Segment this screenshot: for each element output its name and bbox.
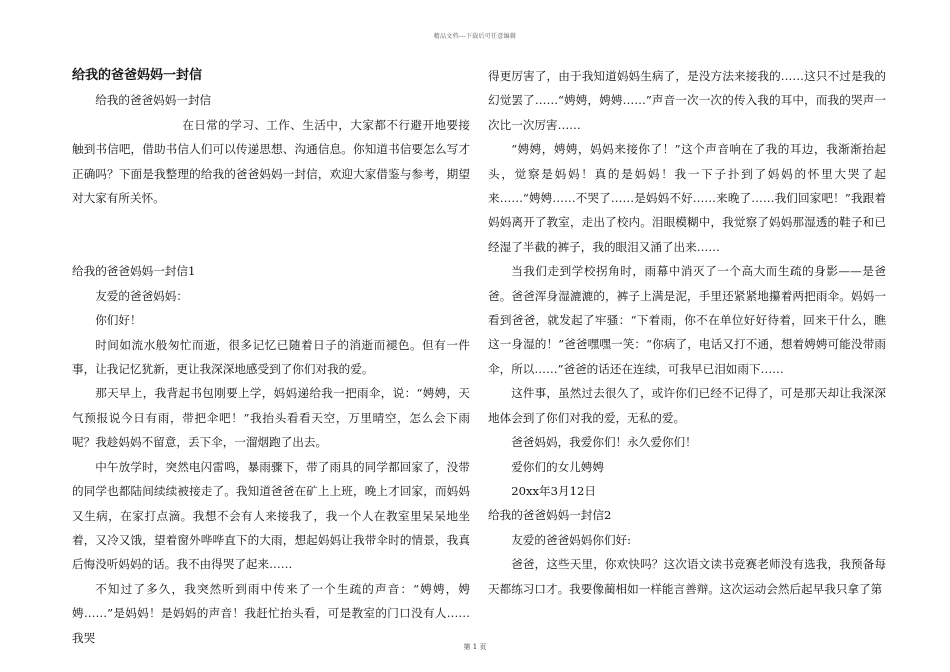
subtitle: 给我的爸爸妈妈一封信: [95, 93, 212, 108]
title: 给我的爸爸妈妈一封信: [72, 68, 203, 83]
r-p3: 当我们走到学校拐角时，雨幕中消灭了一个高大而生疏的身影——是爸爸。爸爸浑身湿漉漉的，裤子上满是泥，手里还紧紧地攥着两把雨伞。妈妈一看到爸爸，就发起了牢骚：“下着雨，你不在单位好好待着，回来干什么，瞧这一身湿的！”爸爸嘿嘿一笑：“你病了，电话又打不通，想着娉娉可能没带雨伞，所以……”爸爸的话还在连续，可我早已泪如雨下……: [488, 264, 886, 376]
letter1-heading: 给我的爸爸妈妈一封信1: [72, 264, 196, 279]
page-header: 精品文档---下载后可任意编辑: [433, 33, 517, 40]
letter1-greeting: 你们好！: [95, 313, 142, 328]
letter2-p1: 爸爸，这些天里，你欢快吗？这次语文读书竞赛老师没有选我，我预备每天都练习口才。我要像蔺相如一样能言善辩。这次运动会然后起早我只拿了第: [488, 557, 886, 596]
r-sign: 爱你们的女儿娉娉: [511, 459, 604, 474]
letter2-salutation: 友爱的爸爸妈妈你们好:: [511, 532, 632, 547]
intro: 在日常的学习、工作、生活中，大家都不行避开地要接触到书信吧，借助书信人们可以传递思想、沟通信息。你知道书信要怎么写才正确吗？下面是我整理的给我的爸爸妈妈一封信，欢迎大家借鉴与参考，期望对大家有所关怀。: [72, 117, 470, 206]
gap: [72, 210, 470, 259]
r-p1: 得更厉害了，由于我知道妈妈生病了，是没方法来接我的……这只不过是我的幻觉罢了……“娉娉，娉娉……”声音一次一次的传入我的耳中，而我的哭声一次比一次厉害……: [488, 69, 886, 132]
r-p2: “娉娉，娉娉，妈妈来接你了！”这个声音响在了我的耳边，我渐渐抬起头，觉察是妈妈！真的是妈妈！我一下子扑到了妈妈的怀里大哭了起来……“娉娉……不哭了……是妈妈不好……来晚了……我们回家吧！”我跟着妈妈离开了教室，走出了校内。泪眼模糊中，我觉察了妈妈那湿透的鞋子和已经湿了半截的裤子，我的眼泪又涌了出来……: [488, 142, 886, 254]
letter2-heading: 给我的爸爸妈妈一封信2: [488, 508, 612, 523]
r-p5: 爸爸妈妈，我爱你们！永久爱你们！: [511, 435, 697, 450]
right-column: [488, 64, 886, 601]
r-date: 20xx年3月12日: [511, 483, 596, 498]
letter1-p1: 时间如流水般匆忙而逝，很多记忆已随着日子的消逝而褪色。但有一件事，让我记忆犹新，更让我深深地感受到了你们对我的爱。: [72, 337, 470, 377]
letter1-p3: 中午放学时，突然电闪雷鸣，暴雨骤下，带了雨具的同学都回家了，没带的同学也都陆间续续被接走了。我知道爸爸在矿上上班，晚上才回家，而妈妈又生病，在家打点滴。我想不会有人来接我了，我一个人在教室里呆呆地坐着，又冷又饿，望着窗外哗哗直下的大雨，想起妈妈让我带伞时的情景，我真后悔没听妈妈的话。我不由得哭了起来……: [72, 459, 470, 572]
left-column: [72, 64, 470, 650]
page-number: 第 1 页: [463, 643, 487, 651]
letter1-p2: 那天早上，我背起书包刚要上学，妈妈递给我一把雨伞，说：“娉娉，天气预报说今日有雨，带把伞吧！”我抬头看看天空，万里晴空，怎么会下雨呢？我趁妈妈不留意，丢下伞，一溜烟跑了出去。: [72, 386, 470, 450]
letter1-p4: 不知过了多久，我突然听到雨中传来了一个生疏的声音：“娉娉，娉娉……”是妈妈！是妈妈的声音！我赶忙抬头看，可是教室的门口没有人……我哭: [72, 581, 470, 645]
r-p4: 这件事，虽然过去很久了，或许你们已经不记得了，可是那天却让我深深地体会到了你们对我的爱，无私的爱。: [488, 386, 886, 425]
letter1-salutation: 友爱的爸爸妈妈：: [95, 288, 188, 303]
